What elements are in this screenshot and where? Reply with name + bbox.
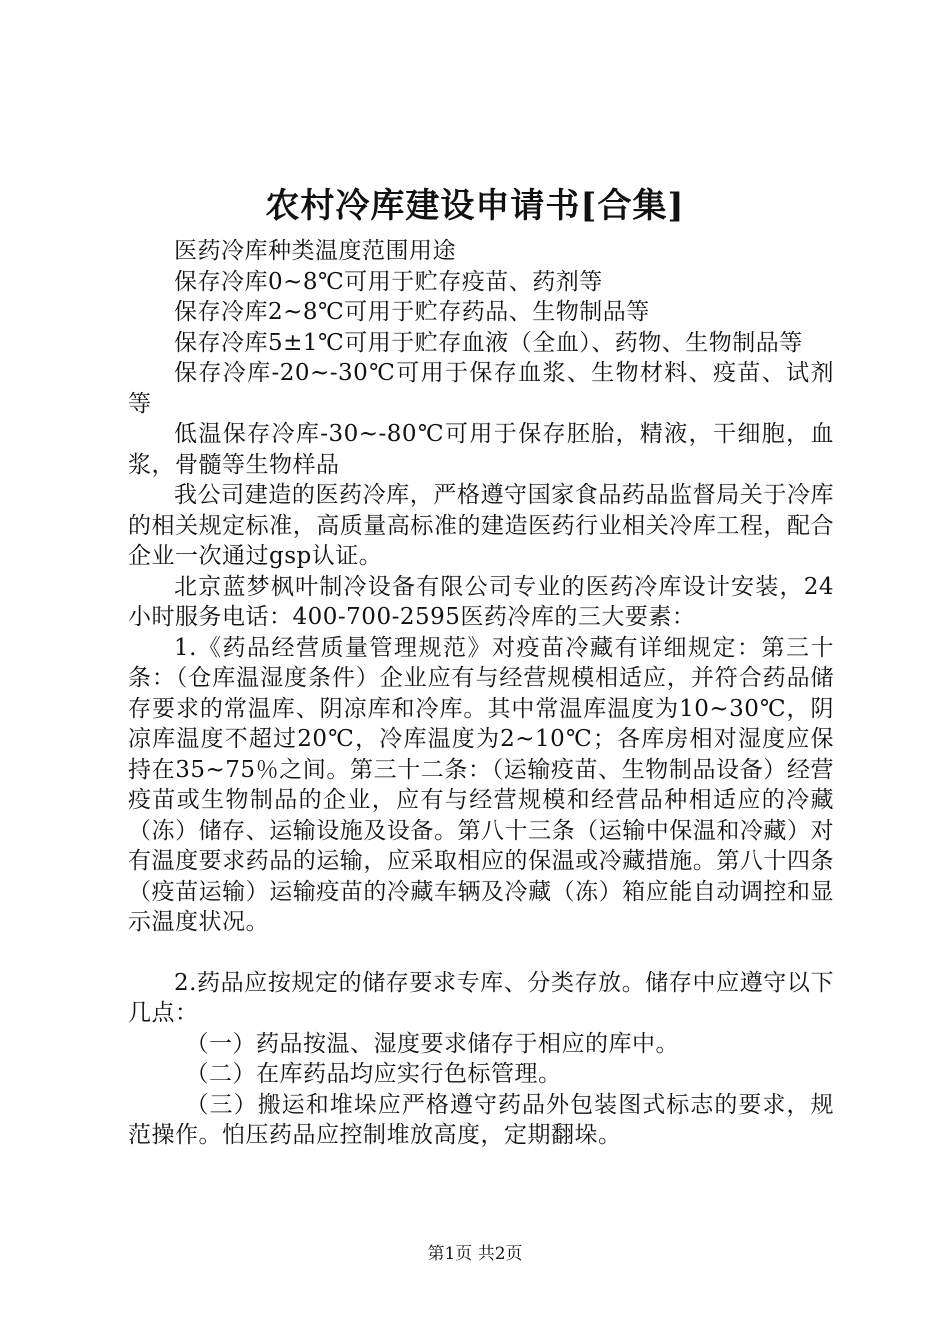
- document-body: [128, 236, 834, 1151]
- paragraph-storage-requirements: 2.药品应按规定的储存要求专库、分类存放。储存中应遵守以下几点：: [128, 969, 834, 1026]
- paragraph-gsp-rules: 1.《药品经营质量管理规范》对疫苗冷藏有详细规定：第三十条：（仓库温湿度条件）企业应有与经营规模相适应，并符合药品储存要求的常温库、阴凉库和冷库。其中常温库温度为10~30℃，阴凉库温度不超过20℃，冷库温度为2~10℃；各库房相对湿度应保持在35~75％之间。第三十二条：（运输疫苗、生物制品设备）经营疫苗或生物制品的企业，应有与经营规模和经营品种相适应的冷藏（冻）储存、运输设施及设备。第八十三条（运输中保温和冷藏）对有温度要求药品的运输，应采取相应的保温或冷藏措施。第八十四条（疫苗运输）运输疫苗的冷藏车辆及冷藏（冻）箱应能自动调控和显示温度状况。: [128, 634, 834, 935]
- paragraph-company-intro: 我公司建造的医药冷库，严格遵守国家食品药品监督局关于冷库的相关规定标准，高质量高标准的建造医药行业相关冷库工程，配合企业一次通过gsp认证。: [128, 482, 834, 569]
- document-title: 农村冷库建设申请书[合集]: [265, 186, 685, 226]
- paragraph-cold-storage-2-8: 保存冷库2~8℃可用于贮存药品、生物制品等: [174, 299, 650, 325]
- list-item-2: （二）在库药品均应实行色标管理。: [185, 1061, 562, 1087]
- list-item-3: （三）搬运和堆垛应严格遵守药品外包装图式标志的要求，规范操作。怕压药品应控制堆放高度，定期翻垛。: [128, 1091, 834, 1148]
- paragraph-cold-storage-minus-80: 低温保存冷库-30~-80℃可用于保存胚胎，精液，干细胞，血浆，骨髓等生物样品: [128, 421, 834, 478]
- paragraph-company-contact: 北京蓝梦枫叶制冷设备有限公司专业的医药冷库设计安装，24小时服务电话：400-700-2595医药冷库的三大要素：: [128, 573, 834, 630]
- paragraph-cold-storage-5: 保存冷库5±1℃可用于贮存血液（全血）、药物、生物制品等: [174, 329, 803, 356]
- paragraph-cold-storage-0-8: 保存冷库0~8℃可用于贮存疫苗、药剂等: [174, 268, 603, 295]
- paragraph-spacer: [128, 938, 834, 968]
- paragraph-cold-storage-minus-20: 保存冷库-20~-30℃可用于保存血浆、生物材料、疫苗、试剂等: [128, 360, 834, 417]
- list-item-1: （一）药品按温、湿度要求储存于相应的库中。: [185, 1030, 679, 1057]
- page-footer: 第1页 共2页: [427, 1244, 523, 1264]
- paragraph-cold-storage-types: 医药冷库种类温度范围用途: [174, 238, 456, 264]
